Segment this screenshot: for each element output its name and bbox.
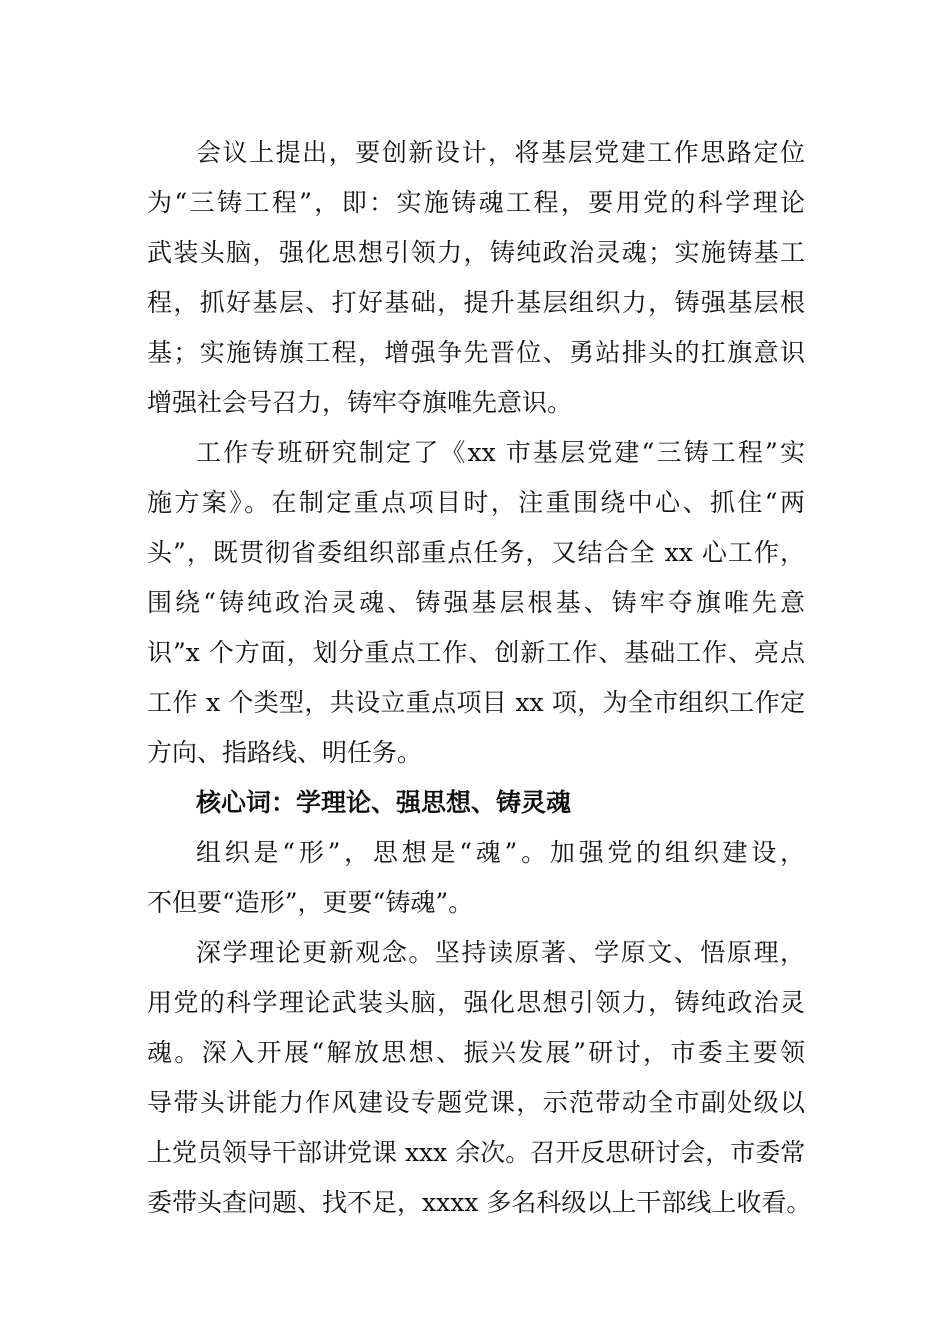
paragraph-line: 程，抓好基层、打好基础，提升基层组织力，铸强基层根 [147, 288, 805, 317]
paragraph-line: 基；实施铸旗工程，增强争先晋位、勇站排头的扛旗意识 [147, 338, 805, 367]
paragraph-line: 魂。深入开展“解放思想、振兴发展”研讨，市委主要领 [147, 1038, 805, 1067]
paragraph-line: 深学理论更新观念。坚持读原著、学原文、悟原理， [196, 938, 805, 967]
paragraph-line: 围绕“铸纯政治灵魂、铸强基层根基、铸牢夺旗唯先意 [147, 588, 805, 617]
paragraph-line: 施方案》。在制定重点项目时，注重围绕中心、抓住“两 [147, 488, 805, 517]
paragraph-line: 增强社会号召力，铸牢夺旗唯先意识。 [147, 388, 573, 417]
paragraph-line: 组织是“形”，思想是“魂”。加强党的组织建设， [196, 838, 805, 867]
heading-text: 核心词：学理论、强思想、铸灵魂 [196, 788, 572, 817]
paragraph-line: 方向、指路线、明任务。 [147, 738, 423, 767]
paragraph-line: 不但要“造形”，更要“铸魂”。 [147, 888, 474, 917]
paragraph-line: 武装头脑，强化思想引领力，铸纯政治灵魂；实施铸基工 [147, 238, 805, 267]
paragraph-line: 工作专班研究制定了《xx 市基层党建“三铸工程”实 [196, 438, 805, 467]
paragraph-line: 识”x 个方面，划分重点工作、创新工作、基础工作、亮点 [147, 638, 805, 667]
paragraph-line: 导带头讲能力作风建设专题党课，示范带动全市副处级以 [147, 1088, 805, 1117]
paragraph-line: 上党员领导干部讲党课 xxx 余次。召开反思研讨会，市委常 [147, 1138, 806, 1167]
paragraph-line: 用党的科学理论武装头脑，强化思想引领力，铸纯政治灵 [147, 988, 805, 1017]
paragraph-line: 工作 x 个类型，共设立重点项目 xx 项，为全市组织工作定 [147, 688, 805, 717]
paragraph-line: 头”，既贯彻省委组织部重点任务，又结合全 xx 心工作， [147, 538, 805, 567]
paragraph-line: 会议上提出，要创新设计，将基层党建工作思路定位 [196, 138, 805, 167]
paragraph-line: 为“三铸工程”，即：实施铸魂工程，要用党的科学理论 [147, 188, 805, 217]
paragraph-line: 委带头查问题、找不足，xxxx 多名科级以上干部线上收看。 [147, 1188, 812, 1217]
